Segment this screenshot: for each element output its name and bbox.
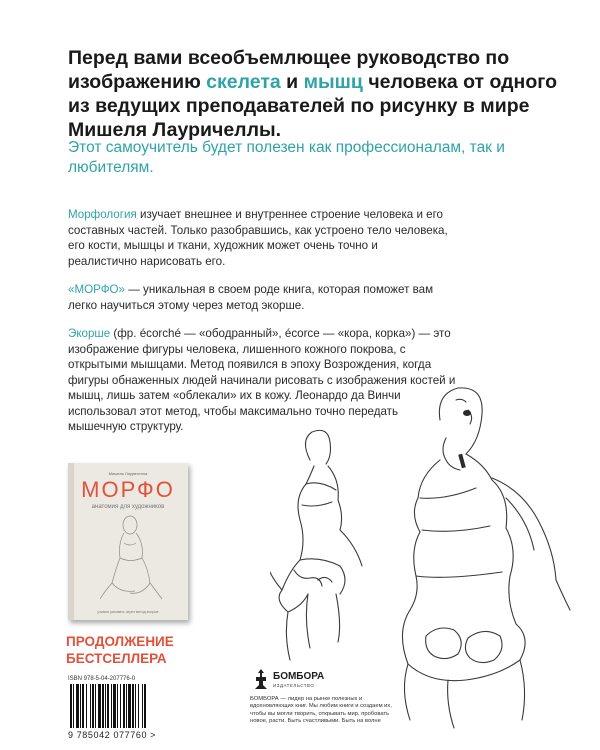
book-author: Мишель Лауричелла [108,471,148,476]
barcode-bar [113,684,116,728]
barcode-bar [80,684,81,728]
isbn-barcode [68,684,176,729]
paragraph-morfo-text: — уникальная в своем роде книга, которая поможет вам легко научиться этому через метод экорше. [68,283,434,312]
barcode-bar [70,684,72,728]
paragraph-morfo [68,282,448,313]
barcode-bar [123,684,125,728]
paragraph-morphology [68,207,448,269]
barcode-bar [92,684,94,728]
publisher-blurb: БОМБОРА — лидер на рынке полезных и вдохновляющих книг. Мы любим книги и создаем их, чтобы вы могли творить, открывать мир, пробовать новое, расти. Быть счастливыми. Быть на волне [250,696,392,725]
barcode-bar [120,684,121,728]
barcode-bar [126,684,127,728]
bestseller-continuation [66,633,174,667]
barcode-bar [107,684,109,728]
subheading: Этот самоучитель будет полезен как профессионалам, так и любителям. [68,139,505,176]
book-subtitle: анатомия для художников [91,504,165,510]
barcode-bar [144,684,146,728]
barcode-bar [135,684,136,728]
barcode-bar [111,684,112,728]
barcode-bar [138,684,139,728]
headline-part1: Перед вами всеобъемлющее руководство по изображению [68,47,510,93]
barcode-bar [117,684,118,728]
publisher-subtitle: ИЗДАТЕЛЬСТВО [273,683,315,688]
barcode-bar [90,684,91,728]
anatomy-sketch-illustration [270,380,600,750]
paragraph-morphology-text: изучает внешнее и внутреннее строение человека и его составных частей. Только разобравшись, как устроено тело человека, его кости, мышцы и ткани, художник может очень точно и реалистично нарисовать его. [68,208,448,268]
barcode-bar [105,684,106,728]
book-figure-sketch [90,513,170,603]
barcode-bar [128,684,131,728]
barcode-bar [73,684,74,728]
term-morphology: Морфология [68,208,137,221]
paragraph-ecorche-text: (фр. écorché — «ободранный», écorce — «кора, корка») — это изображение фигуры человека, лишенного кожного покрова, с открытыми мышцами. Метод появился в эпоху Возрождения, когда фигуры обнаженных людей начинали рисовать с изображения костей и мышц, лишь затем «облекали» их в кожу. Леонардо да Винчи использовал этот метод, чтобы максимально точно передать мышечную структуру. [68,327,456,433]
barcode-digits: 9 785042 077760 > [68,730,157,740]
barcode-bar [98,684,101,728]
barcode-bar [76,684,79,728]
headline-highlight-muscles: мышц [303,71,363,93]
barcode-bar [82,684,84,728]
barcode-bar [102,684,104,728]
book-title: МОРФО [81,477,175,502]
publisher-logo-icon [252,668,270,690]
headline [68,46,568,142]
book-note: учимся рисовать через метод экорше [97,610,159,614]
publisher-name: БОМБОРА [273,671,325,682]
barcode-bar [86,684,87,728]
headline-highlight-skeleton: скелета [206,71,281,93]
barcode-bar [142,684,143,728]
term-morfo: «МОРФО» [68,283,126,296]
barcode-bar [132,684,134,728]
book-cover-thumbnail [68,463,188,620]
headline-part3: человека от одного из ведущих преподавателей по рисунку в мире Мишеля Лауричеллы. [68,71,558,141]
barcode-bar [95,684,96,728]
continuation-line2: БЕСТСЕЛЛЕРА [66,651,167,666]
headline-part2: и [280,71,304,93]
isbn-label: ISBN 978-5-04-207776-0 [68,676,136,682]
term-ecorche: Экорше [68,327,111,340]
continuation-line1: ПРОДОЛЖЕНИЕ [66,634,174,649]
